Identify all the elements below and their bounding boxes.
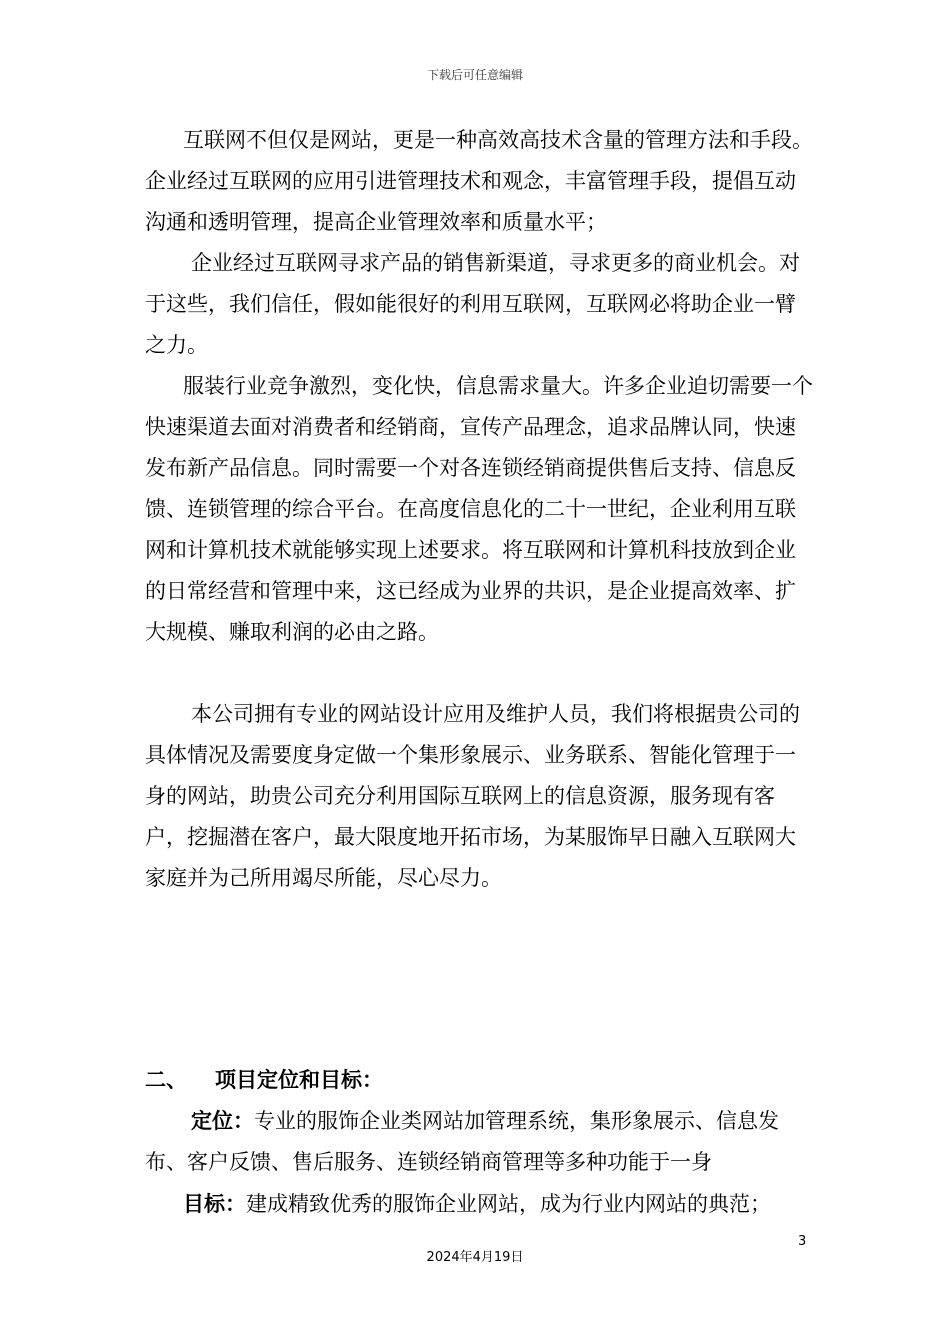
item-text: 专业的服饰企业类网站加管理系统，集形象展示、信息发布、客户反馈、售后服务、连锁经销商管理等多种功能于一身	[145, 1109, 779, 1174]
section-item-positioning	[145, 1100, 815, 1183]
page-header: 下载后可任意编辑	[426, 68, 523, 82]
paragraph-1: 互联网不但仅是网站，更是一种高效高技术含量的管理方法和手段。企业经过互联网的应用引进管理技术和观念，丰富管理手段，提倡互动沟通和透明管理，提高企业管理效率和质量水平；	[145, 128, 813, 234]
item-label: 定位：	[191, 1108, 254, 1133]
paragraph-4: 本公司拥有专业的网站设计应用及维护人员，我们将根据贵公司的具体情况及需要度身定做一个集形象展示、业务联系、智能化管理于一身的网站，助贵公司充分利用国际互联网上的信息资源，服务现有客户，挖掘潜在客户，最大限度地开拓市场，为某服饰早日融入互联网大家庭并为己所用竭尽所能，尽心尽力。	[145, 702, 800, 890]
section-item-goal	[145, 1183, 815, 1225]
section-title: 项目定位和目标：	[215, 1067, 383, 1092]
page-number: 3	[798, 1234, 807, 1249]
document-body	[145, 120, 815, 1225]
section-number: 二、	[145, 1067, 187, 1092]
item-text: 建成精致优秀的服饰企业网站，成为行业内网站的典范；	[246, 1192, 771, 1216]
paragraph-2: 企业经过互联网寻求产品的销售新渠道，寻求更多的商业机会。对于这些，我们信任，假如能很好的利用互联网，互联网必将助企业一臂之力。	[145, 251, 800, 357]
item-label: 目标：	[183, 1191, 246, 1216]
page-footer-date: 2024年4月19日	[426, 1250, 524, 1265]
section-heading	[145, 1059, 815, 1100]
paragraph-3: 服装行业竞争激烈，变化快，信息需求量大。许多企业迫切需要一个快速渠道去面对消费者和经销商，宣传产品理念，追求品牌认同，快速发布新产品信息。同时需要一个对各连锁经销商提供售后支持、信息反馈、连锁管理的综合平台。在高度信息化的二十一世纪，企业利用互联网和计算机技术就能够实现上述要求。将互联网和计算机科技放到企业的日常经营和管理中来，这已经成为业界的共识，是企业提高效率、扩大规模、赚取利润的必由之路。	[145, 374, 813, 644]
